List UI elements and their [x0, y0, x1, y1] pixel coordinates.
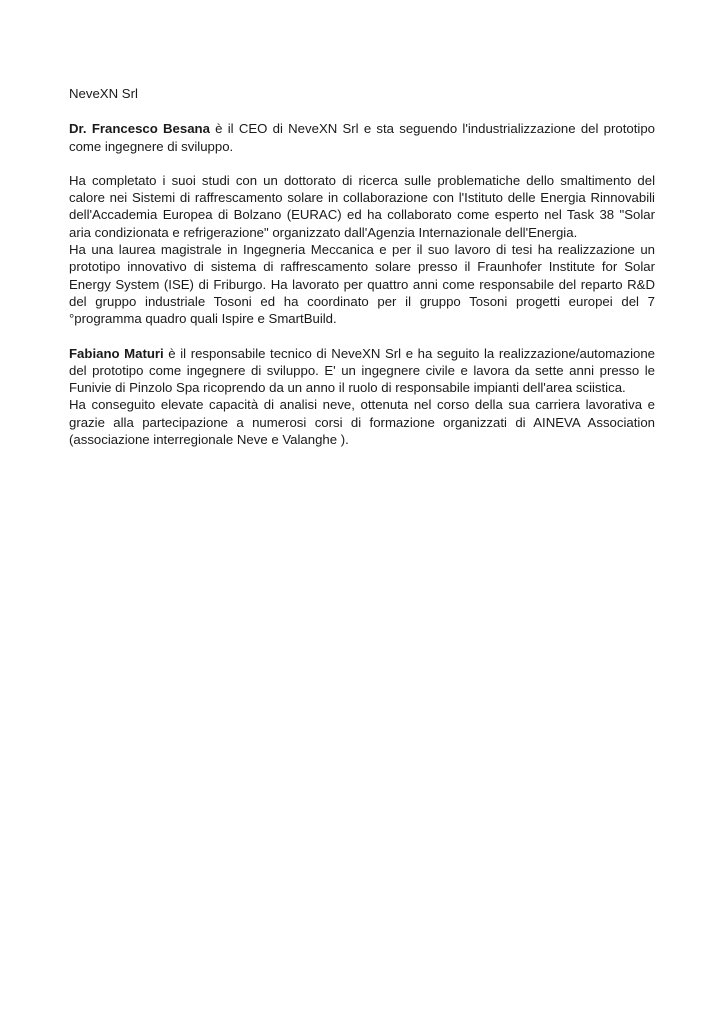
besana-name: Dr. Francesco Besana [69, 121, 210, 137]
besana-career-paragraph: Ha una laurea magistrale in Ingegneria Meccanica e per il suo lavoro di tesi ha realizzazione un prototipo innovativo di sistema di raffrescamento solare presso il Fraunhofer Institute for Solar Energy System (ISE) di Friburgo. Ha lavorato per quattro anni come responsabile del reparto R&D del gruppo industriale Tosoni ed ha coordinato per il gruppo Tosoni progetti europei del 7 °programma quadro quali Ispire e SmartBuild. [69, 242, 655, 327]
maturi-name: Fabiano Maturi [69, 345, 164, 361]
document-body [69, 85, 655, 448]
besana-intro-text: è il CEO di NeveXN Srl e sta seguendo l'industrializzazione del prototipo come ingegnere di sviluppo. [69, 121, 655, 154]
company-heading: NeveXN Srl [69, 86, 138, 101]
maturi-intro [69, 345, 655, 397]
maturi-intro-text: è il responsabile tecnico di NeveXN Srl e ha seguito la realizzazione/automazione del prototipo come ingegnere di sviluppo. E' un ingegnere civile e lavora da sette anni presso le Funivie di Pinzolo Spa ricoprendo da un anno il ruolo di responsabile impianti dell'area sciistica. [69, 345, 655, 396]
besana-intro [69, 120, 655, 155]
besana-education-paragraph: Ha completato i suoi studi con un dottorato di ricerca sulle problematiche dello smaltimento del calore nei Sistemi di raffrescamento solare in collaborazione con l'Istituto delle Energia Rinnovabili dell'Accademia Europea di Bolzano (EURAC) ed ha collaborato come esperto nel Task 38 "Solar aria condizionata e refrigerazione" organizzato dall'Agenzia Internazionale dell'Energia. [69, 172, 655, 240]
maturi-skills-paragraph: Ha conseguito elevate capacità di analisi neve, ottenuta nel corso della sua carriera lavorativa e grazie alla partecipazione a numerosi corsi di formazione organizzati di AINEVA Association (associazione interregionale Neve e Valanghe ). [69, 397, 655, 448]
